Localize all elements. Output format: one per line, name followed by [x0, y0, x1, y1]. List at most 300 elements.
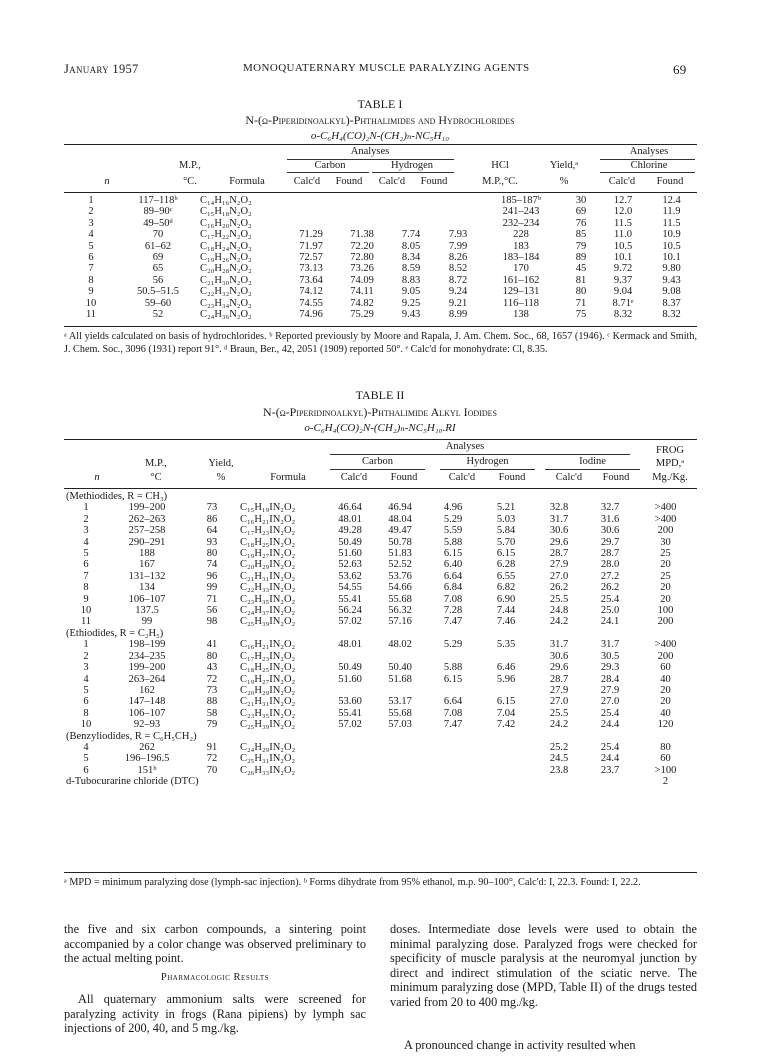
table-cell: 20: [660, 582, 671, 594]
table-cell: 60: [660, 662, 671, 674]
table-cell: 11.5: [614, 217, 632, 229]
table-cell: 5.29: [443, 639, 463, 651]
table1-top-rule: [64, 144, 697, 145]
table2-mp-head: M.P.,: [145, 458, 167, 469]
table2-yield-head: Yield,: [208, 458, 234, 469]
group-heading: (Ethiodides, R = C₂H₅): [66, 627, 164, 639]
dtc-row: [64, 776, 697, 787]
table-cell: 3: [88, 217, 94, 229]
table-cell: 5.96: [496, 673, 516, 685]
table-cell: 71.29: [299, 229, 323, 241]
table-cell: [284, 195, 338, 206]
table-cell: 30.6: [600, 525, 620, 537]
table-cell: 40: [660, 673, 671, 685]
table-cell: C₂₄H₃₇IN₂O₂: [240, 605, 296, 617]
table-cell: 3: [83, 525, 89, 537]
table-cell: 120: [657, 719, 674, 731]
table-cell: [426, 651, 480, 662]
table-cell: 8.34: [401, 252, 421, 264]
table-cell: 7.74: [401, 229, 421, 241]
table-cell: 147–148: [128, 696, 166, 708]
table-cell: C₂₁H₃₁IN₂O₂: [240, 570, 296, 582]
table-cell: 28.7: [549, 673, 569, 685]
table-cell: 257–258: [128, 525, 166, 537]
table-cell: 81: [575, 274, 587, 286]
table-cell: 29.6: [549, 662, 569, 674]
table-cell: 57.03: [388, 719, 412, 731]
table-cell: 290–291: [128, 536, 166, 548]
table2-frog-head: FROG: [655, 445, 684, 456]
table-cell: 73.26: [350, 263, 374, 275]
table1-carbon-head: Carbon: [314, 160, 346, 171]
table-cell: 262–263: [128, 513, 166, 525]
table-cell: 49–50ᵈ: [143, 217, 173, 229]
table-row: [64, 742, 697, 753]
table-cell: >400: [654, 502, 677, 514]
table-cell: 89: [575, 252, 587, 264]
table-cell: 89–90ᶜ: [143, 206, 173, 218]
table-cell: 6.82: [496, 582, 516, 594]
table-cell: 74.12: [299, 286, 323, 298]
table-cell: 91: [206, 741, 218, 753]
table-cell: 7.08: [443, 593, 463, 605]
table-cell: 29.6: [549, 536, 569, 548]
table-cell: 5.59: [443, 525, 463, 537]
table-cell: 72: [206, 753, 218, 765]
table2-label: TABLE II: [355, 388, 405, 402]
table2-mgkg-head: Mg./Kg.: [652, 472, 688, 483]
table-cell: 9.04: [613, 286, 633, 298]
table-cell: 183–184: [502, 252, 540, 264]
table-cell: C₂₄H₃₆N₂O₂: [200, 309, 252, 321]
table-cell: 20: [660, 684, 671, 696]
table-cell: 57.16: [388, 616, 412, 628]
table-cell: 54.55: [338, 582, 362, 594]
table-cell: 46.64: [338, 502, 362, 514]
table-cell: 96: [206, 570, 218, 582]
table-cell: 50.5–51.5: [137, 286, 179, 298]
table-cell: [374, 651, 426, 662]
table2-iodine-rule: [545, 469, 640, 470]
table-cell: C₂₅H₃₉IN₂O₂: [240, 616, 296, 628]
table-cell: 57.02: [338, 719, 362, 731]
table-cell: 11.0: [614, 229, 632, 241]
table-cell: [338, 195, 386, 206]
table-cell: 6.46: [496, 662, 516, 674]
table-cell: 7.28: [443, 605, 463, 617]
table-cell: 53.60: [338, 696, 362, 708]
table-cell: C₂₁H₃₀N₂O₂: [200, 274, 252, 286]
table-cell: 80: [206, 548, 218, 560]
table-cell: 12.4: [662, 195, 681, 206]
table-row: [64, 263, 697, 274]
table-cell: 10.5: [613, 240, 633, 252]
table-cell: 20: [660, 559, 671, 571]
table2-hydrogen-head: Hydrogen: [466, 456, 509, 467]
table-cell: 41: [206, 639, 218, 651]
table-cell: [436, 218, 480, 229]
table2-top-rule: [64, 439, 697, 440]
table-cell: [326, 742, 374, 753]
table2-formula-head: Formula: [270, 472, 306, 483]
table-cell: 69: [575, 206, 587, 218]
table-cell: 196–196.5: [124, 753, 170, 765]
table-cell: [326, 753, 374, 764]
table-row: [64, 548, 697, 559]
table-cell: 48.02: [388, 639, 412, 651]
table-cell: C₂₀H₂₉IN₂O₂: [240, 684, 296, 696]
table-cell: 8.05: [401, 240, 421, 252]
table-row: [64, 662, 697, 673]
table-cell: 52.52: [388, 559, 412, 571]
table-cell: [436, 206, 480, 217]
table-cell: 48.01: [338, 639, 362, 651]
dtc-value: 2: [662, 776, 669, 788]
table-cell: 3: [83, 662, 89, 674]
table-cell: 131–132: [128, 570, 166, 582]
table1-formula: o-C₆H₄(CO)₂N-(CH₂)ₙ-NC₅H₁₀: [310, 130, 450, 142]
table-cell: 7.93: [448, 229, 468, 241]
table-cell: 30.5: [600, 650, 620, 662]
table-row: [64, 286, 697, 297]
table-cell: 98: [206, 616, 218, 628]
table-cell: 52.63: [338, 559, 362, 571]
table-cell: 24.4: [600, 753, 620, 765]
table2-footnote: ᵃ MPD = minimum paralyzing dose (lymph-sac injection). ᵇ Forms dihydrate from 95% ethanol, m.p. 90–100°, Calc'd: I, 22.3. Found: I, 22.2.: [64, 877, 641, 888]
table-cell: 188: [139, 548, 155, 560]
table-cell: 5: [88, 240, 94, 252]
table-cell: 4: [83, 741, 89, 753]
table-cell: 199–200: [128, 502, 166, 514]
table-cell: 6.15: [496, 548, 516, 560]
table2-title: N-(ω-Piperidinoalkyl)-Phthalimide Alkyl Iodides: [263, 405, 497, 419]
left-paragraph-2: All quaternary ammonium salts were screened for paralyzing activity in frogs (Rana pipiens) by lymph sac injections of 200, 40, and 5 mg./kg.: [64, 992, 366, 1036]
table-cell: 8.71ᵉ: [612, 297, 634, 309]
table-cell: C₂₂H₃₂N₂O₂: [200, 286, 252, 298]
table-cell: [326, 685, 374, 696]
table1-hcl-mp-head: M.P.,°C.: [482, 176, 518, 187]
table1-formula-head: Formula: [229, 176, 265, 187]
group-heading-row: [64, 491, 697, 502]
table-cell: 25: [660, 548, 671, 560]
table-cell: [426, 742, 480, 753]
table-cell: 76: [575, 217, 587, 229]
table-cell: 9.25: [401, 297, 421, 309]
table-cell: [338, 218, 386, 229]
table-cell: 51.60: [338, 548, 362, 560]
table-cell: C₁₆H₂₁IN₂O₂: [240, 513, 296, 525]
table-cell: 4.96: [443, 502, 463, 514]
table-cell: C₁₆H₂₀N₂O₂: [200, 217, 252, 229]
table1-bottom-rule: [64, 326, 697, 327]
table2-hydrogen-calcd: Calc'd: [448, 472, 476, 483]
table-row: [64, 525, 697, 536]
table1-hydrogen-head: Hydrogen: [391, 160, 433, 171]
table-cell: 6.55: [496, 570, 516, 582]
page-number: 69: [673, 62, 687, 77]
table-cell: 27.9: [549, 684, 569, 696]
table-cell: C₂₅H₃₁IN₂O₂: [240, 753, 296, 765]
table-cell: 56.32: [388, 605, 412, 617]
table-cell: 8: [83, 707, 89, 719]
table-cell: 9.43: [401, 309, 421, 321]
table-cell: 27.2: [600, 570, 620, 582]
table2-carbon-found: Found: [390, 472, 418, 483]
table1-carbon-calcd: Calc'd: [293, 176, 321, 187]
table-cell: [426, 765, 480, 776]
table1-hydrogen-calcd: Calc'd: [378, 176, 406, 187]
table-cell: 7.47: [443, 616, 463, 628]
table1-n-head: n: [104, 176, 110, 187]
table-cell: C₂₃H₃₄N₂O₂: [200, 297, 252, 309]
table-cell: 58: [206, 707, 218, 719]
table-cell: C₁₇H₂₃IN₂O₂: [240, 525, 296, 537]
table2-yield-unit: %: [216, 472, 226, 483]
table-cell: [284, 206, 338, 217]
table-cell: 71: [575, 297, 587, 309]
table-cell: 45: [575, 263, 587, 275]
right-paragraph-2: A pronounced change in activity resulted when: [404, 1038, 636, 1052]
table-cell: 2: [83, 513, 89, 525]
table-cell: 72.57: [299, 252, 323, 264]
table-cell: 56: [206, 605, 218, 617]
table-cell: [338, 206, 386, 217]
table-cell: 9: [88, 286, 94, 298]
table-cell: 24.2: [549, 616, 569, 628]
table2-hydrogen-found: Found: [498, 472, 526, 483]
table-cell: [436, 195, 480, 206]
table2-formula: o-C₆H₄(CO)₂N-(CH₂)ₙ-NC₅H₁₀.RI: [304, 422, 456, 434]
table-cell: 129–131: [502, 286, 540, 298]
table-cell: 4: [83, 673, 89, 685]
table-cell: 74.09: [350, 274, 374, 286]
table-cell: [480, 765, 532, 776]
table1-label: TABLE I: [357, 97, 403, 111]
table1-footnote: ᵃ All yields calculated on basis of hydrochlorides. ᵇ Reported previously by Moore and Rapala, J. Am. Chem. Soc., 68, 1657 (1946). ᶜ Kermack and Smith, J. Chem. Soc., 3096 (1931) report 91°. ᵈ Braun, Ber., 42, 2051 (1909) reported 50°. ᵉ Calc'd for monohydrate: Cl, 8.35.: [64, 331, 697, 355]
table-cell: 20: [660, 593, 671, 605]
table-row: [64, 502, 697, 513]
table-cell: 116–118: [503, 297, 539, 309]
table-cell: 9.80: [662, 263, 681, 275]
table-cell: C₁₉H₂₆N₂O₂: [200, 252, 252, 264]
table-cell: C₂₃H₃₅IN₂O₂: [240, 707, 296, 719]
table-cell: C₁₄H₁₆N₂O₂: [200, 195, 252, 206]
table-row: [64, 719, 697, 730]
table1-hydrogen-found: Found: [420, 176, 448, 187]
table-cell: 27.0: [549, 570, 569, 582]
table-cell: 11.5: [662, 217, 681, 229]
table-cell: 27.9: [549, 559, 569, 571]
table-cell: 100: [657, 605, 674, 617]
table-cell: 85: [575, 229, 587, 241]
table-cell: 200: [657, 525, 674, 537]
table-cell: 10.9: [662, 229, 681, 241]
table-cell: 32.7: [600, 502, 620, 514]
table-cell: 8.83: [401, 274, 421, 286]
table-cell: [326, 765, 374, 776]
table-cell: 8.52: [448, 263, 468, 275]
table-cell: 73: [206, 502, 218, 514]
table-cell: 200: [657, 616, 674, 628]
table-cell: 11: [80, 616, 92, 628]
table-cell: 99: [206, 582, 218, 594]
table-cell: [374, 742, 426, 753]
table-cell: [426, 753, 480, 764]
table-cell: 232–234: [502, 217, 540, 229]
table-cell: 5: [83, 753, 89, 765]
table-cell: [480, 685, 532, 696]
table-cell: 29.3: [600, 662, 620, 674]
table-row: [64, 241, 697, 252]
table-cell: C₂₃H₃₅IN₂O₂: [240, 593, 296, 605]
table-row: [64, 298, 697, 309]
group-heading: (Benzyliodides, R = C₆H₅CH₂): [66, 730, 197, 742]
table-row: [64, 685, 697, 696]
table-cell: 198–199: [128, 639, 166, 651]
table2-header-rule: [64, 488, 697, 489]
table-cell: 6.40: [443, 559, 463, 571]
table-cell: 2: [88, 206, 94, 218]
table1-header-rule: [64, 192, 697, 193]
table-cell: C₁₆H₂₁IN₂O₂: [240, 639, 296, 651]
table-row: [64, 708, 697, 719]
table-cell: 8.32: [613, 309, 633, 321]
table-cell: 25.0: [600, 605, 620, 617]
table-cell: 28.4: [600, 673, 620, 685]
table-cell: 24.1: [600, 616, 620, 628]
dtc-label: d-Tubocurarine chloride (DTC): [66, 776, 199, 788]
group-heading: (Methiodides, R = CH₃): [66, 491, 168, 502]
table-cell: 55.41: [338, 593, 362, 605]
table-cell: 43: [206, 662, 218, 674]
table-cell: 55.68: [388, 707, 412, 719]
table-cell: 70: [206, 764, 218, 776]
table-row: [64, 571, 697, 582]
table-cell: 5.70: [496, 536, 516, 548]
table2-carbon-calcd: Calc'd: [340, 472, 368, 483]
table-row: [64, 765, 697, 776]
table-cell: C₂₀H₂₉IN₂O₂: [240, 559, 296, 571]
table-row: [64, 696, 697, 707]
section-heading: Pharmacologic Results: [160, 972, 270, 983]
table-cell: 25.5: [549, 707, 569, 719]
table-cell: 8: [83, 582, 89, 594]
table-cell: [426, 685, 480, 696]
table-cell: 262: [139, 741, 155, 753]
table1-hydrogen-rule: [372, 172, 454, 173]
table-cell: 6: [83, 764, 89, 776]
table-cell: 74: [206, 559, 218, 571]
table2-iodine-found: Found: [602, 472, 630, 483]
table-cell: 5.88: [443, 536, 463, 548]
table-cell: 10.1: [662, 252, 681, 264]
table-cell: 7.08: [443, 707, 463, 719]
table1-mp-head: M.P.,: [179, 160, 201, 171]
table-cell: 56: [152, 274, 164, 286]
table-cell: 7.99: [448, 240, 468, 252]
table1-chlorine-calcd: Calc'd: [608, 176, 636, 187]
table-cell: 72.20: [350, 240, 374, 252]
table-cell: C₁₉H₂₇IN₂O₂: [240, 548, 296, 560]
table-cell: C₁₇H₂₂N₂O₂: [200, 229, 252, 241]
table-cell: 71: [206, 593, 218, 605]
table-cell: 8: [88, 274, 94, 286]
table-cell: 50.49: [338, 536, 362, 548]
table-cell: 10: [80, 719, 92, 731]
table-cell: C₁₈H₂₅IN₂O₂: [240, 536, 296, 548]
table-cell: 183: [513, 240, 529, 252]
table-cell: 88: [206, 696, 218, 708]
table-row: [64, 218, 697, 229]
table-cell: 53.17: [388, 696, 412, 708]
table-row: [64, 674, 697, 685]
group-heading-row: [64, 731, 697, 742]
table-cell: 10.1: [613, 252, 633, 264]
table-cell: 151ᵇ: [137, 764, 157, 776]
table-cell: 72.80: [350, 252, 374, 264]
table1-chlorine-rule: [600, 172, 695, 173]
table-cell: 138: [513, 309, 529, 321]
table-cell: 71.38: [350, 229, 374, 241]
table-cell: 75: [575, 309, 587, 321]
table-cell: [374, 685, 426, 696]
table-cell: 106–107: [128, 707, 166, 719]
table1-mp-unit: °C.: [183, 176, 197, 187]
table-cell: 71.97: [299, 240, 323, 252]
table-cell: 25: [660, 570, 671, 582]
table2-iodine-head: Iodine: [579, 456, 606, 467]
table-row: [64, 229, 697, 240]
table-cell: 79: [575, 240, 587, 252]
table-cell: 32.8: [549, 502, 569, 514]
table-cell: 7.04: [496, 707, 516, 719]
table-row: [64, 537, 697, 548]
table-cell: C₂₁H₃₁IN₂O₂: [240, 696, 296, 708]
table-cell: 48.04: [388, 513, 412, 525]
table-cell: 30: [575, 195, 587, 206]
table-cell: 93: [206, 536, 218, 548]
table-cell: 72: [206, 673, 218, 685]
table-cell: 9.24: [448, 286, 468, 298]
table-row: [64, 594, 697, 605]
table-cell: 10.5: [662, 240, 681, 252]
table-cell: 1: [83, 502, 89, 514]
table-cell: 64: [206, 525, 218, 537]
table-row: [64, 309, 697, 320]
table-cell: C₁₉H₂₇IN₂O₂: [240, 673, 296, 685]
table-cell: 7: [83, 570, 89, 582]
table-cell: 23.7: [600, 764, 620, 776]
table-row: [64, 651, 697, 662]
left-paragraph-1: the five and six carbon compounds, a sintering point accompanied by a color change was observed preliminary to the actual melting point.: [64, 922, 366, 966]
header-title: MONOQUATERNARY MUSCLE PARALYZING AGENTS: [243, 62, 530, 74]
table-cell: C₁₈H₂₄N₂O₂: [200, 240, 252, 252]
table-cell: 7: [88, 263, 94, 275]
table-cell: 11: [85, 309, 97, 321]
table-cell: 8.59: [401, 263, 421, 275]
table-cell: 12.7: [613, 195, 633, 206]
table-cell: 31.6: [600, 513, 620, 525]
table-cell: 20: [660, 696, 671, 708]
table-cell: C₂₂H₃₃IN₂O₂: [240, 582, 296, 594]
table-cell: 24.5: [549, 753, 569, 765]
table-cell: C₁₇H₂₃IN₂O₂: [240, 650, 296, 662]
table-cell: >100: [654, 764, 677, 776]
table-cell: 263–264: [128, 673, 166, 685]
table-cell: 46.94: [388, 502, 412, 514]
table1-yield-unit: %: [559, 176, 569, 187]
table-cell: 29.7: [600, 536, 620, 548]
